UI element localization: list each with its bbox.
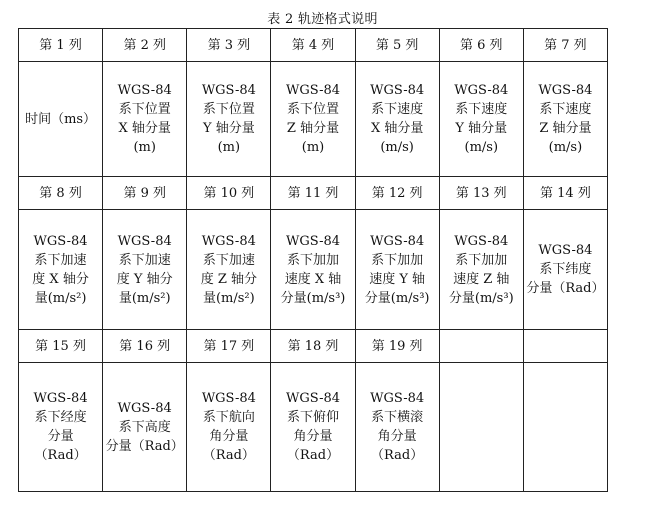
description-cell (187, 62, 271, 177)
description-line: Y 轴分量 (202, 121, 255, 136)
description-line: 速度 Z 轴 (453, 271, 510, 287)
description-cell (523, 210, 607, 330)
description-line: WGS-84 (285, 233, 341, 249)
description-row (19, 62, 608, 177)
description-line: WGS-84 (370, 391, 425, 406)
description-line: (m/s) (548, 140, 583, 155)
description-line: WGS-84 (117, 400, 172, 416)
description-cell (19, 363, 103, 492)
column-header-cell: 第 4 列 (271, 29, 355, 62)
description-text (286, 389, 340, 465)
description-line: 分量（Rad） (526, 281, 605, 296)
description-line: 分量（Rad） (105, 438, 184, 454)
description-line: 系下速度 (371, 102, 424, 117)
description-text (370, 389, 424, 465)
description-line: (m) (301, 140, 325, 155)
description-line: 速度 Y 轴 (369, 271, 426, 287)
column-header-cell: 第 19 列 (355, 330, 439, 363)
description-line: 系下加速 (34, 252, 87, 268)
column-header-cell: 第 12 列 (355, 177, 439, 210)
column-header-cell: 第 14 列 (523, 177, 607, 210)
column-header-cell: 第 1 列 (19, 29, 103, 62)
description-line: 系下航向 (202, 410, 255, 425)
description-text (25, 110, 96, 129)
description-line: （Rad） (34, 448, 87, 463)
column-header-cell: 第 2 列 (103, 29, 187, 62)
description-cell (523, 62, 607, 177)
description-cell (103, 62, 187, 177)
description-line: 系下经度 (34, 410, 87, 425)
description-line: 系下加速 (202, 252, 255, 268)
description-row (19, 210, 608, 330)
description-line: 分量(m/s³) (280, 290, 346, 306)
description-line: WGS-84 (454, 83, 509, 98)
description-text (526, 241, 604, 298)
description-line: 系下位置 (286, 102, 339, 117)
column-header-cell: 第 9 列 (103, 177, 187, 210)
description-line: （Rad） (202, 448, 255, 463)
description-cell (355, 210, 439, 330)
description-text (370, 81, 424, 157)
description-cell (19, 62, 103, 177)
description-text (117, 232, 173, 308)
description-cell (439, 210, 523, 330)
description-line: (m/s) (380, 140, 414, 155)
description-cell (103, 210, 187, 330)
column-header-cell: 第 5 列 (355, 29, 439, 62)
description-line: 度 Y 轴分 (116, 271, 173, 287)
description-line: Y 轴分量 (455, 121, 508, 136)
description-line: (m) (217, 140, 241, 155)
description-line: 度 Z 轴分 (200, 271, 257, 287)
header-row (19, 330, 608, 363)
description-line: WGS-84 (370, 233, 425, 249)
description-line: WGS-84 (370, 83, 425, 98)
column-header-cell (439, 330, 523, 363)
description-line: WGS-84 (33, 233, 88, 249)
description-line: WGS-84 (538, 83, 593, 98)
column-header-cell: 第 16 列 (103, 330, 187, 363)
description-text (286, 81, 340, 157)
column-header-cell: 第 18 列 (271, 330, 355, 363)
column-header-cell: 第 17 列 (187, 330, 271, 363)
description-cell (355, 62, 439, 177)
description-cell (439, 62, 523, 177)
description-line: (m/s) (464, 140, 499, 155)
description-line: WGS-84 (201, 391, 256, 406)
description-line: 角分量 (377, 429, 417, 444)
column-header-cell: 第 13 列 (439, 177, 523, 210)
description-line: WGS-84 (117, 83, 172, 98)
description-line: 分量 (47, 429, 74, 444)
description-line: 角分量 (209, 429, 249, 444)
description-line: 量(m/s²) (202, 290, 255, 306)
description-line: 系下横滚 (371, 410, 424, 425)
description-line: WGS-84 (285, 83, 341, 98)
description-line: 分量(m/s³) (448, 290, 514, 306)
description-line: 系下速度 (455, 102, 508, 117)
description-line: 量(m/s²) (118, 290, 171, 306)
description-line: WGS-84 (538, 243, 593, 258)
description-line: 系下加加 (455, 252, 508, 268)
description-line: 系下速度 (539, 102, 592, 117)
description-line: 系下位置 (202, 102, 255, 117)
description-line: 系下高度 (118, 419, 171, 435)
description-line: X 轴分量 (118, 121, 171, 136)
description-text (449, 232, 514, 308)
description-line: WGS-84 (117, 233, 172, 249)
description-cell (271, 62, 355, 177)
column-header-cell: 第 15 列 (19, 330, 103, 363)
description-cell (19, 210, 103, 330)
header-row (19, 177, 608, 210)
description-text (202, 81, 256, 157)
description-text (34, 389, 88, 465)
description-line: WGS-84 (201, 233, 256, 249)
description-line: (m) (133, 140, 156, 155)
table-caption: 表 2 轨迹格式说明 (267, 12, 378, 27)
description-line: 度 X 轴分 (32, 271, 89, 287)
description-text (281, 232, 346, 308)
trajectory-format-table (18, 28, 608, 492)
description-cell (355, 363, 439, 492)
description-line: X 轴分量 (370, 121, 424, 136)
description-line: 速度 X 轴 (284, 271, 342, 287)
description-line: WGS-84 (285, 391, 341, 406)
description-line: 系下加加 (286, 252, 339, 268)
description-text (538, 81, 592, 157)
description-line: 系下纬度 (539, 262, 592, 277)
description-text (202, 389, 256, 465)
description-line: 量(m/s²) (34, 290, 87, 306)
description-text (32, 232, 89, 308)
description-cell (103, 363, 187, 492)
description-line: 分量(m/s³) (364, 290, 430, 306)
description-line: 时间（ms） (25, 111, 97, 127)
column-header-cell: 第 11 列 (271, 177, 355, 210)
description-line: （Rad） (286, 448, 340, 463)
description-line: Z 轴分量 (286, 121, 340, 136)
column-header-cell: 第 8 列 (19, 177, 103, 210)
description-text (454, 81, 508, 157)
column-header-cell: 第 3 列 (187, 29, 271, 62)
description-line: 角分量 (293, 429, 333, 444)
column-header-cell: 第 10 列 (187, 177, 271, 210)
description-line: 系下位置 (118, 102, 171, 117)
header-row (19, 29, 608, 62)
description-line: 系下加加 (371, 252, 424, 268)
description-text (201, 232, 257, 308)
description-cell (271, 210, 355, 330)
description-text (118, 81, 172, 157)
description-line: （Rad） (371, 448, 424, 463)
description-row (19, 363, 608, 492)
description-line: WGS-84 (33, 391, 88, 406)
description-cell (523, 363, 607, 492)
description-text (106, 399, 184, 456)
description-line: 系下加速 (118, 252, 171, 268)
description-cell (439, 363, 523, 492)
description-cell (271, 363, 355, 492)
description-line: 系下俯仰 (286, 410, 339, 425)
column-header-cell (523, 330, 607, 363)
description-cell (187, 210, 271, 330)
column-header-cell: 第 7 列 (523, 29, 607, 62)
description-line: Z 轴分量 (539, 121, 592, 136)
description-line: WGS-84 (454, 233, 509, 249)
description-text (365, 232, 430, 308)
column-header-cell: 第 6 列 (439, 29, 523, 62)
description-cell (187, 363, 271, 492)
description-line: WGS-84 (201, 83, 256, 98)
